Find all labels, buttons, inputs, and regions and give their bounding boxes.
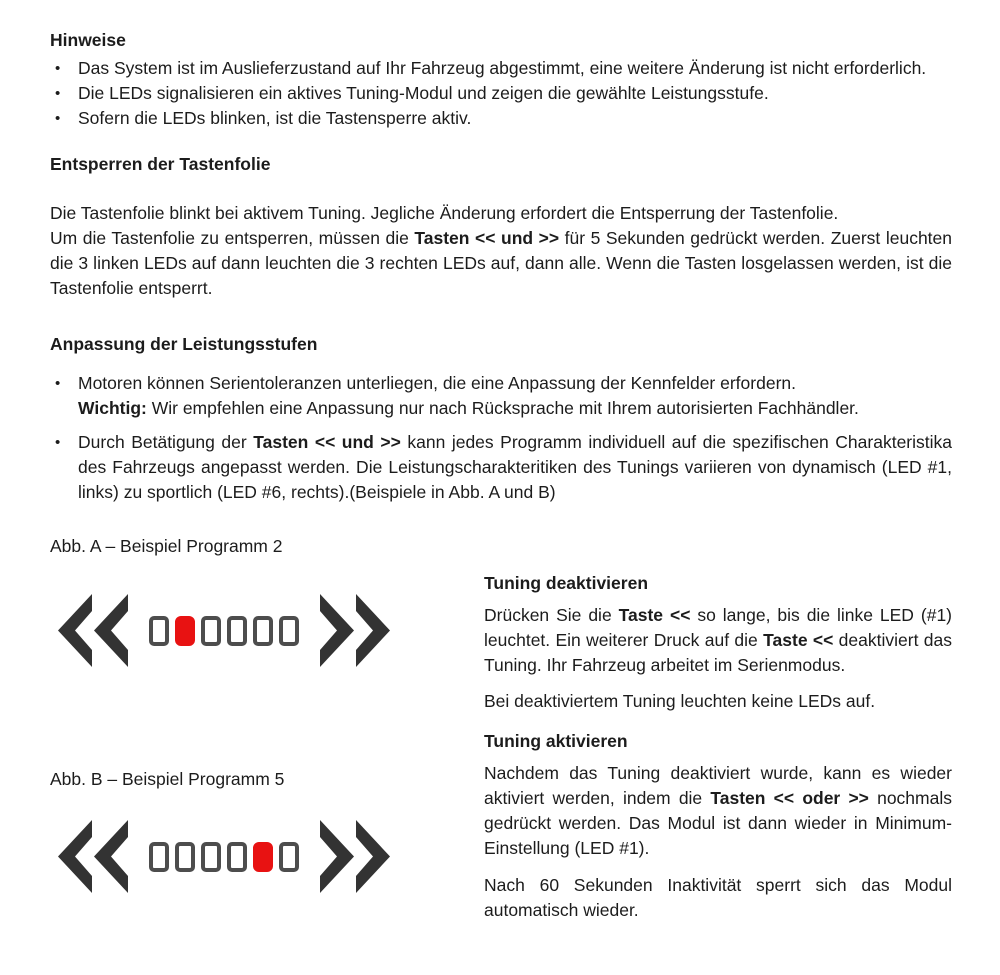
led-indicator-5-active <box>253 842 273 872</box>
led-indicator-2-active <box>175 616 195 646</box>
led-row <box>149 616 299 646</box>
led-indicator-3 <box>201 842 221 872</box>
led-row <box>149 842 299 872</box>
list-item: • Die LEDs signalisieren ein aktives Tuning-Modul und zeigen die gewählte Leistungsstufe. <box>50 81 952 106</box>
figure-a-led-display <box>58 594 484 667</box>
double-chevron-right-icon <box>320 820 390 893</box>
led-indicator-5 <box>253 616 273 646</box>
hinweise-bullet-list <box>50 56 952 131</box>
led-indicator-1 <box>149 616 169 646</box>
led-indicator-1 <box>149 842 169 872</box>
led-indicator-4 <box>227 616 247 646</box>
figure-b-led-display <box>58 820 484 893</box>
deactivate-note: Bei deaktiviertem Tuning leuchten keine LEDs auf. <box>484 691 876 711</box>
list-item: • Sofern die LEDs blinken, ist die Tastensperre aktiv. <box>50 106 952 131</box>
figures-column <box>50 534 484 923</box>
deactivate-paragraph: Drücken Sie die Taste << so lange, bis die linke LED (#1) leuchtet. Ein weiterer Druck auf die Taste << deaktiviert das Tuning. Ihr Fahrzeug arbeitet im Serienmodus. <box>484 605 953 675</box>
led-indicator-6 <box>279 616 299 646</box>
list-item: • Das System ist im Auslieferzustand auf Ihr Fahrzeug abgestimmt, eine weitere Änderung ist nicht erforderlich. <box>50 56 952 81</box>
section-title-tuning-aktivieren: Tuning aktivieren <box>484 731 628 751</box>
entsperren-paragraph: Die Tastenfolie blinkt bei aktivem Tuning. Jegliche Änderung erfordert die Entsperrung der Tastenfolie. Um die Tastenfolie zu entsperren, müssen die Tasten << und >> für 5 Sekunden gedrückt werden. Zuerst leuchten die 3 linken LEDs auf dann leuchten die 3 rechten LEDs auf, dann alle. Wenn die Tasten losgelassen werden, ist die Tastenfolie entsperrt. <box>50 203 953 298</box>
section-title-hinweise: Hinweise <box>50 30 126 50</box>
section-title-anpassung: Anpassung der Leistungsstufen <box>50 334 318 354</box>
anpassung-bullet-list <box>50 371 952 505</box>
led-indicator-4 <box>227 842 247 872</box>
section-title-tuning-deaktivieren: Tuning deaktivieren <box>484 573 649 593</box>
instructions-column <box>484 534 952 923</box>
two-column-area <box>50 534 952 923</box>
led-indicator-2 <box>175 842 195 872</box>
double-chevron-right-icon <box>320 594 390 667</box>
figure-a-label: Abb. A – Beispiel Programm 2 <box>50 536 283 556</box>
activate-timeout-note: Nach 60 Sekunden Inaktivität sperrt sich das Modul automatisch wieder. <box>484 875 952 920</box>
activate-paragraph: Nachdem das Tuning deaktiviert wurde, kann es wieder aktiviert werden, indem die Tasten << oder >> nochmals gedrückt werden. Das Modul ist dann wieder in Minimum-Einstellung (LED #1). <box>484 763 952 858</box>
led-indicator-3 <box>201 616 221 646</box>
double-chevron-left-icon <box>58 594 128 667</box>
section-title-entsperren: Entsperren der Tastenfolie <box>50 154 271 174</box>
led-indicator-6 <box>279 842 299 872</box>
figure-b-label: Abb. B – Beispiel Programm 5 <box>50 769 285 789</box>
double-chevron-left-icon <box>58 820 128 893</box>
list-item: • Motoren können Serientoleranzen unterliegen, die eine Anpassung der Kennfelder erfordern. Wichtig: Wir empfehlen eine Anpassung nur nach Rücksprache mit Ihrem autorisierten Fachhändler. <box>50 371 952 421</box>
list-item: • Durch Betätigung der Tasten << und >> kann jedes Programm individuell auf die spezifischen Charakteristika des Fahrzeugs angepasst werden. Die Leistungscharakteritiken des Tunings variieren von dynamisch (LED #1, links) zu sportlich (LED #6, rechts).(Beispiele in Abb. A und B) <box>50 430 952 505</box>
